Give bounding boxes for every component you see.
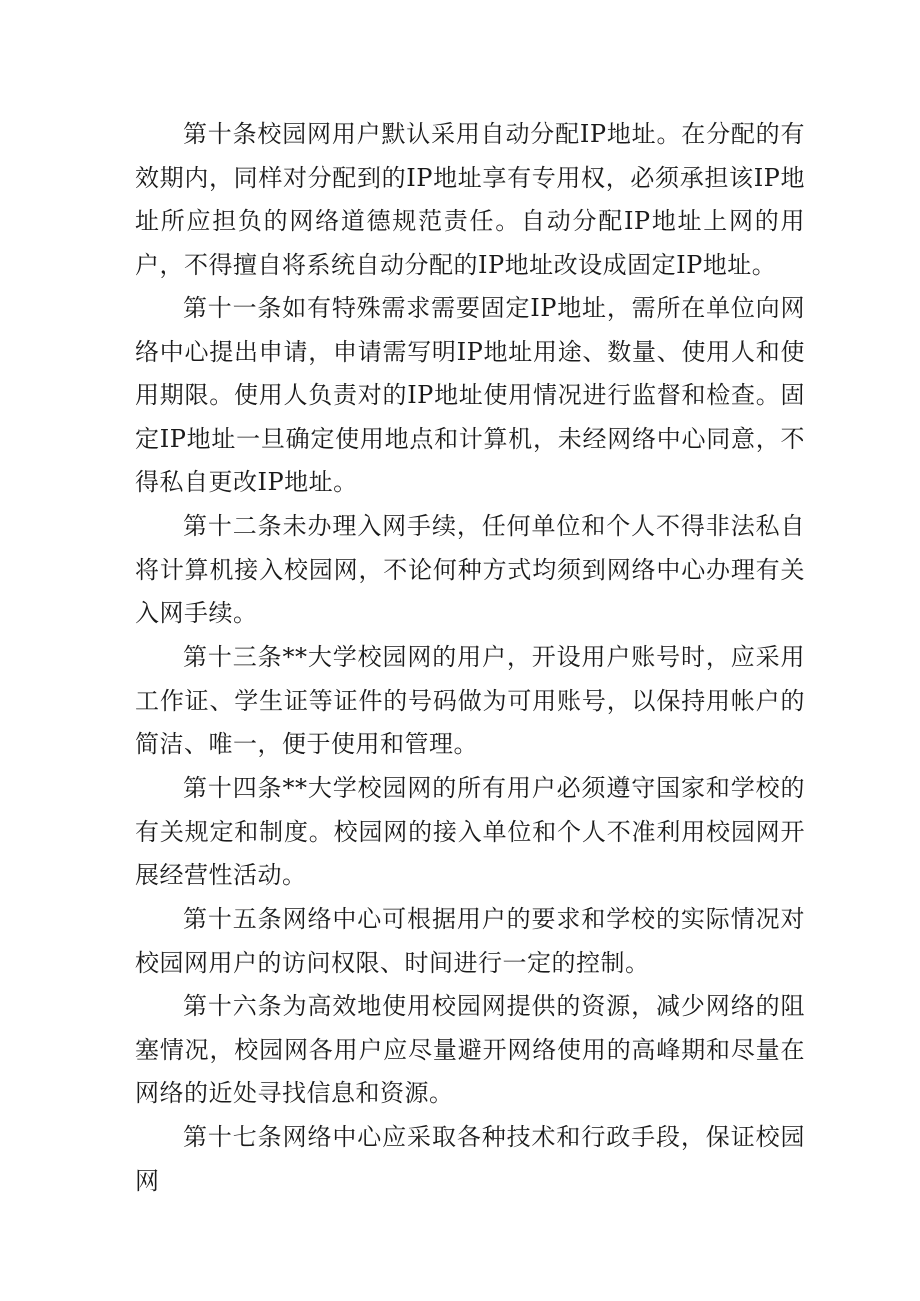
article-16: 第十六条为高效地使用校园网提供的资源，减少网络的阻塞情况，校园网各用户应尽量避开网络使用的高峰期和尽量在网络的近处寻找信息和资源。 bbox=[135, 992, 805, 1107]
article-12: 第十二条未办理入网手续，任何单位和个人不得非法私自将计算机接入校园网，不论何种方式均须到网络中心办理有关入网手续。 bbox=[135, 512, 805, 627]
article-13: 第十三条**大学校园网的用户，开设用户账号时，应采用工作证、学生证等证件的号码做为可用账号，以保持用帐户的简洁、唯一，便于使用和管理。 bbox=[135, 643, 805, 758]
article-14: 第十四条**大学校园网的所有用户必须遵守国家和学校的有关规定和制度。校园网的接入单位和个人不准利用校园网开展经营性活动。 bbox=[135, 774, 805, 889]
article-17: 第十七条网络中心应采取各种技术和行政手段，保证校园网 bbox=[135, 1123, 805, 1195]
article-15: 第十五条网络中心可根据用户的要求和学校的实际情况对校园网用户的访问权限、时间进行一定的控制。 bbox=[135, 905, 805, 977]
article-10: 第十条校园网用户默认采用自动分配IP地址。在分配的有效期内，同样对分配到的IP地址享有专用权，必须承担该IP地址所应担负的网络道德规范责任。自动分配IP地址上网的用户，不得擅自将系统自动分配的IP地址改设成固定IP地址。 bbox=[135, 120, 805, 279]
article-11: 第十一条如有特殊需求需要固定IP地址，需所在单位向网络中心提出申请，申请需写明IP地址用途、数量、使用人和使用期限。使用人负责对的IP地址使用情况进行监督和检查。固定IP地址一旦确定使用地点和计算机，未经网络中心同意，不得私自更改IP地址。 bbox=[135, 294, 805, 496]
